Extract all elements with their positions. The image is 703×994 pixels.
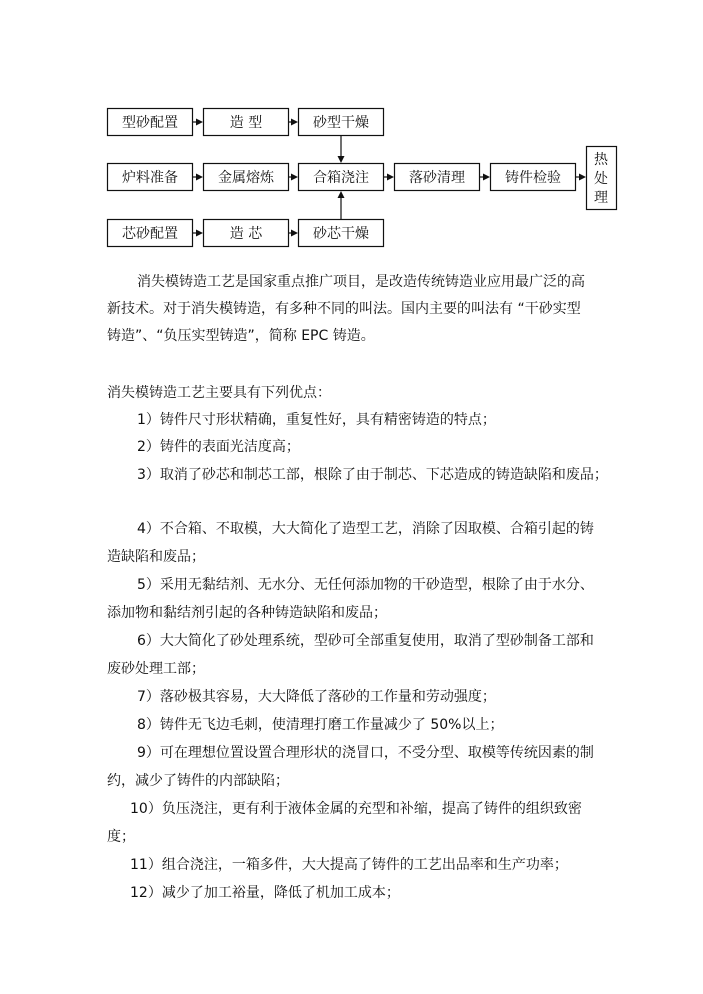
box-jinshu-ronglian-label: 金属熔炼	[218, 170, 274, 186]
box-shaxing-ganzao-label: 砂型干燥	[313, 115, 369, 131]
arrow-up-to-hexiang	[338, 191, 345, 219]
intro-line-3: 铸造”、“负压实型铸造”，简称 EPC 铸造。	[107, 328, 375, 344]
box-zaoxing	[204, 109, 289, 136]
arrow-row2-b	[289, 174, 298, 181]
advantage-8: 8）铸件无飞边毛刺，使清理打磨工作量减少了 50%以上；	[137, 717, 504, 733]
advantages-heading: 消失模铸造工艺主要具有下列优点：	[107, 385, 331, 401]
box-rechuli-label-1: 热	[594, 152, 608, 168]
box-zaoxing-label: 造 型	[229, 115, 263, 131]
box-hexiang-jiaozhu	[299, 164, 384, 191]
box-luliao-zhunbei-label: 炉料准备	[122, 170, 178, 186]
arrow-row1-b	[289, 119, 298, 126]
box-xinsha-peizhi-label: 芯砂配置	[122, 226, 178, 242]
intro-line-1: 消失模铸造工艺是国家重点推广项目，是改造传统铸造业应用最广泛的高	[137, 274, 585, 290]
advantage-4-line-2: 造缺陷和废品；	[107, 549, 205, 565]
box-luosha-qingli	[395, 164, 480, 191]
advantage-1: 1）铸件尺寸形状精确，重复性好，具有精密铸造的特点；	[137, 412, 496, 428]
box-luliao-zhunbei	[108, 164, 193, 191]
box-xinsha-peizhi	[108, 220, 193, 247]
arrow-row1-a	[193, 119, 203, 126]
box-shaxin-ganzao	[299, 220, 384, 247]
advantage-6-line-1: 6）大大简化了砂处理系统，型砂可全部重复使用，取消了型砂制备工部和	[137, 633, 594, 649]
advantage-9-line-2: 约，减少了铸件的内部缺陷；	[107, 773, 289, 789]
advantage-2: 2）铸件的表面光洁度高；	[137, 439, 300, 455]
advantage-5-line-2: 添加物和黏结剂引起的各种铸造缺陷和废品；	[107, 605, 387, 621]
box-shaxing-ganzao	[299, 109, 384, 136]
advantage-4-line-1: 4）不合箱、不取模，大大简化了造型工艺，消除了因取模、合箱引起的铸	[137, 521, 594, 537]
advantage-3: 3）取消了砂芯和制芯工部，根除了由于制芯、下芯造成的铸造缺陷和废品；	[137, 467, 608, 483]
arrow-down-to-hexiang	[338, 136, 345, 163]
box-jinshu-ronglian	[204, 164, 289, 191]
box-xingsha-peizhi-label: 型砂配置	[122, 115, 178, 131]
arrow-row2-a	[193, 174, 203, 181]
arrow-row2-e	[576, 174, 586, 181]
advantage-6-line-2: 废砂处理工部；	[107, 661, 205, 677]
box-zaoxin-label: 造 芯	[229, 226, 263, 242]
arrow-row2-d	[480, 174, 490, 181]
box-hexiang-jiaozhu-label: 合箱浇注	[313, 170, 369, 186]
advantage-9-line-1: 9）可在理想位置设置合理形状的浇冒口，不受分型、取模等传统因素的制	[137, 745, 594, 761]
arrow-row3-b	[289, 230, 298, 237]
intro-line-2: 新技术。对于消失模铸造，有多种不同的叫法。国内主要的叫法有 “干砂实型	[107, 301, 581, 317]
box-xingsha-peizhi	[108, 109, 193, 136]
box-zaoxin	[204, 220, 289, 247]
advantage-10-line-1: 10）负压浇注，更有利于液体金属的充型和补缩，提高了铸件的组织致密	[130, 801, 582, 817]
box-rechuli-label-2: 处	[594, 171, 608, 187]
process-flowchart	[0, 0, 703, 260]
box-zhujian-jianyan	[491, 164, 576, 191]
arrow-row2-c	[384, 174, 394, 181]
box-luosha-qingli-label: 落砂清理	[409, 170, 465, 186]
box-shaxin-ganzao-label: 砂芯干燥	[313, 226, 369, 242]
box-rechuli	[587, 147, 617, 210]
advantage-7: 7）落砂极其容易，大大降低了落砂的工作量和劳动强度；	[137, 689, 496, 705]
advantage-11: 11）组合浇注，一箱多件，大大提高了铸件的工艺出品率和生产功率；	[130, 857, 568, 873]
advantage-5-line-1: 5）采用无黏结剂、无水分、无任何添加物的干砂造型，根除了由于水分、	[137, 577, 594, 593]
advantage-12: 12）减少了加工裕量，降低了机加工成本；	[130, 885, 400, 901]
advantage-10-line-2: 度；	[107, 829, 135, 845]
arrow-row3-a	[193, 230, 203, 237]
box-rechuli-label-3: 理	[594, 190, 608, 206]
box-zhujian-jianyan-label: 铸件检验	[505, 170, 561, 186]
